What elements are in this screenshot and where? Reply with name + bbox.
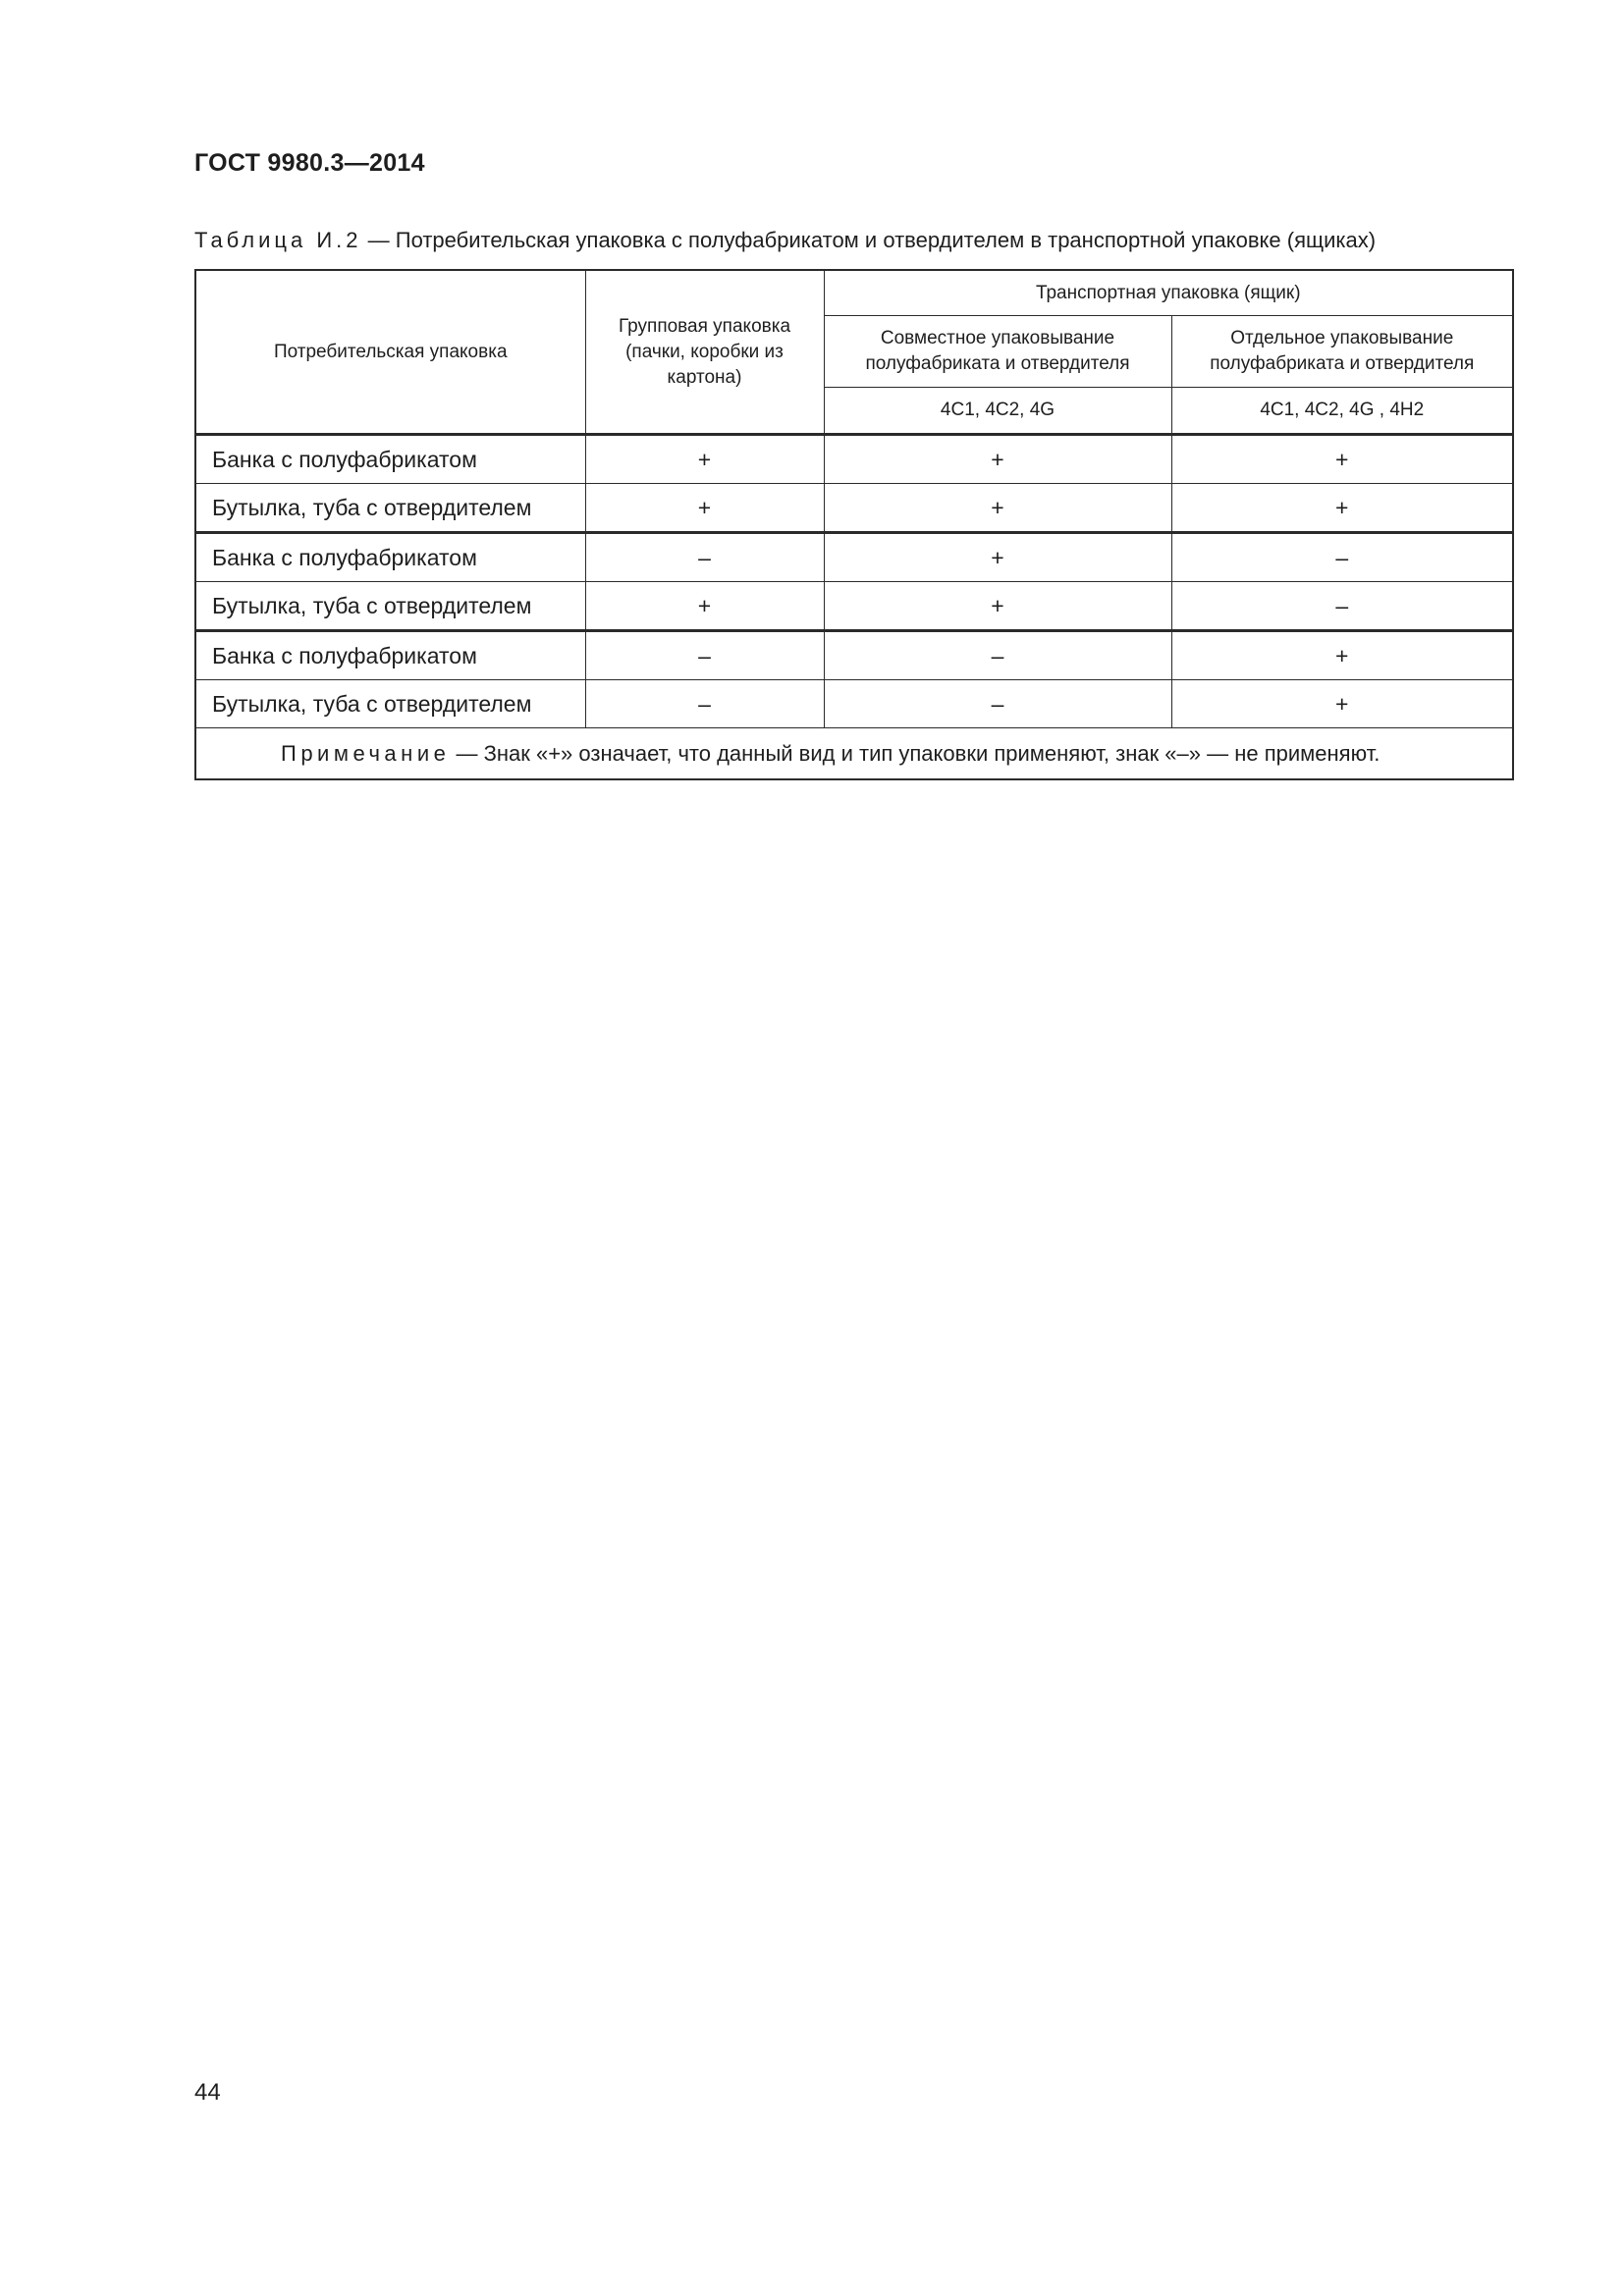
row-label: Бутылка, туба с отвердителем (195, 582, 585, 631)
table-row (195, 484, 1513, 533)
table-note-text: — Знак «+» означает, что данный вид и тип упаковки применяют, знак «–» — не применяют. (450, 741, 1380, 766)
table-row (195, 533, 1513, 582)
table-row (195, 631, 1513, 680)
table-row (195, 680, 1513, 728)
header-joint-packing: Совместное упаковывание полуфабриката и отвердителя (824, 316, 1171, 388)
table-body (195, 435, 1513, 780)
header-transport-packaging: Транспортная упаковка (ящик) (824, 270, 1513, 316)
cell-joint: + (824, 582, 1171, 631)
header-separate-codes: 4C1, 4C2, 4G , 4H2 (1171, 388, 1513, 435)
cell-joint: + (824, 435, 1171, 484)
table-note (195, 728, 1513, 780)
page-number: 44 (194, 2079, 221, 2106)
cell-separate: – (1171, 533, 1513, 582)
table-caption-lead: Таблица И.2 (194, 228, 362, 252)
row-label: Банка с полуфабрикатом (195, 533, 585, 582)
cell-separate: + (1171, 631, 1513, 680)
cell-group: – (585, 680, 824, 728)
row-label: Банка с полуфабрикатом (195, 435, 585, 484)
cell-separate: + (1171, 680, 1513, 728)
cell-separate: + (1171, 484, 1513, 533)
table-row (195, 582, 1513, 631)
cell-joint: – (824, 631, 1171, 680)
cell-joint: + (824, 533, 1171, 582)
row-label: Бутылка, туба с отвердителем (195, 680, 585, 728)
table-header (195, 270, 1513, 435)
cell-separate: + (1171, 435, 1513, 484)
header-joint-codes: 4C1, 4C2, 4G (824, 388, 1171, 435)
table-note-row (195, 728, 1513, 780)
header-group-packaging: Групповая упаковка (пачки, коробки из картона) (585, 270, 824, 435)
table-caption-text: — Потребительская упаковка с полуфабрикатом и отвердителем в транспортной упаковке (ящиках) (361, 228, 1377, 252)
row-label: Бутылка, туба с отвердителем (195, 484, 585, 533)
cell-group: + (585, 484, 824, 533)
table-caption (194, 228, 1530, 253)
packaging-table (194, 269, 1514, 780)
document-standard-header: ГОСТ 9980.3—2014 (194, 149, 425, 177)
row-label: Банка с полуфабрикатом (195, 631, 585, 680)
cell-separate: – (1171, 582, 1513, 631)
table-note-lead: Примечание (281, 741, 451, 766)
cell-joint: – (824, 680, 1171, 728)
packaging-table-container (194, 269, 1512, 780)
header-consumer-packaging: Потребительская упаковка (195, 270, 585, 435)
cell-group: – (585, 533, 824, 582)
header-separate-packing: Отдельное упаковывание полуфабриката и отвердителя (1171, 316, 1513, 388)
cell-group: – (585, 631, 824, 680)
header-row-1 (195, 270, 1513, 316)
table-row (195, 435, 1513, 484)
cell-group: + (585, 435, 824, 484)
cell-joint: + (824, 484, 1171, 533)
cell-group: + (585, 582, 824, 631)
